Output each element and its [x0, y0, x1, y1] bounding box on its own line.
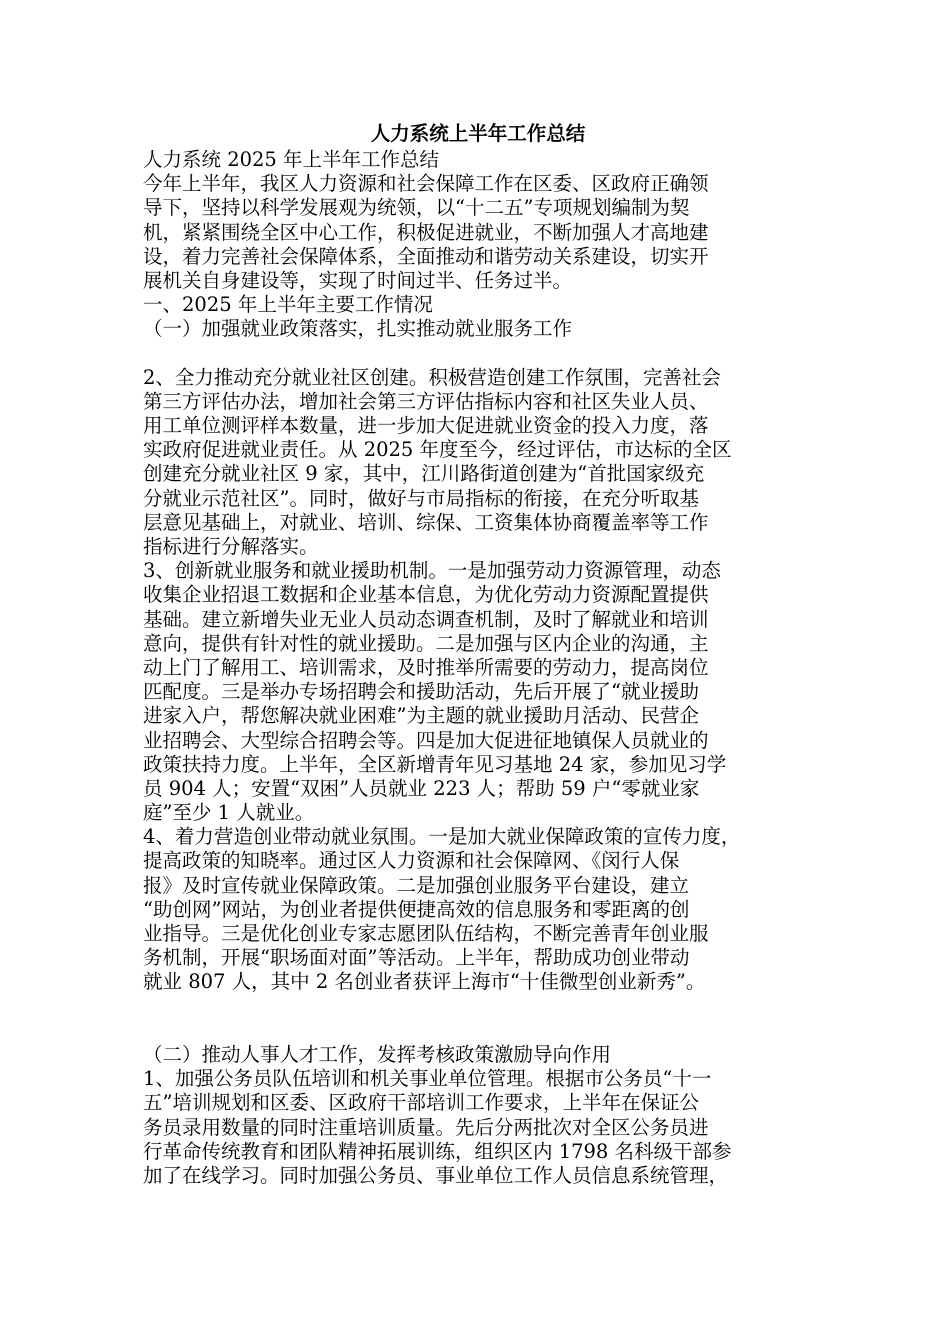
text-line: 展机关自身建设等，实现了时间过半、任务过半。 [143, 268, 573, 292]
text-line: 基础。建立新增失业无业人员动态调查机制，及时了解就业和培训 [143, 607, 709, 631]
text-line: （二）推动人事人才工作，发挥考核政策激励导向作用 [143, 1042, 612, 1066]
text-line: （一）加强就业政策落实，扎实推动就业服务工作 [143, 317, 573, 341]
document-page [143, 120, 813, 1188]
text-line: 政策扶持力度。上半年，全区新增青年见习基地 24 家，参加见习学 [143, 752, 727, 776]
text-line: 4、着力营造创业带动就业氛围。一是加大就业保障政策的宣传力度， [143, 825, 741, 849]
text-line: 3、创新就业服务和就业援助机制。一是加强劳动力资源管理，动态 [143, 559, 721, 583]
text-line: 加了在线学习。同时加强公务员、事业单位工作人员信息系统管理， [143, 1163, 729, 1187]
text-line: 一、2025 年上半年主要工作情况 [143, 293, 433, 317]
text-line: 行革命传统教育和团队精神拓展训练，组织区内 1798 名科级干部参 [143, 1139, 732, 1163]
text-line: 业指导。三是优化创业专家志愿团队伍结构，不断完善青年创业服 [143, 922, 709, 945]
text-line: 动上门了解用工、培训需求，及时推举所需要的劳动力，提高岗位 [143, 655, 709, 679]
text-line: 务员录用数量的同时注重培训质量。先后分两批次对全区公务员进 [143, 1115, 709, 1139]
text-line: 匹配度。三是举办专场招聘会和援助活动，先后开展了“就业援助 [143, 680, 699, 704]
text-line: 今年上半年，我区人力资源和社会保障工作在区委、区政府正确领 [143, 172, 709, 196]
text-line: 意向，提供有针对性的就业援助。二是加强与区内企业的沟通，主 [143, 631, 709, 655]
blank-line [143, 1019, 813, 1043]
document-body [143, 148, 813, 1188]
text-line: 员 904 人；安置“双困”人员就业 223 人；帮助 59 户“零就业家 [143, 776, 700, 800]
text-line: 进家入户，帮您解决就业困难”为主题的就业援助月活动、民营企 [143, 704, 699, 728]
text-line: 就业 807 人，其中 2 名创业者获评上海市“十佳微型创业新秀”。 [143, 970, 706, 994]
text-line: 业招聘会、大型综合招聘会等。四是加大促进征地镇保人员就业的 [143, 728, 709, 752]
text-line: 导下，坚持以科学发展观为统领，以“十二五”专项规划编制为契 [143, 196, 690, 220]
text-line: 创建充分就业社区 9 家，其中，江川路街道创建为“首批国家级充 [143, 462, 705, 486]
text-line: 务机制，开展“职场面对面”等活动。上半年，帮助成功创业带动 [143, 946, 690, 970]
text-line: 机，紧紧围绕全区中心工作，积极促进就业，不断加强人才高地建 [143, 220, 709, 244]
blank-line [143, 995, 813, 1019]
text-line: 实政府促进就业责任。从 2025 年度至今，经过评估，市达标的全区 [143, 438, 732, 462]
text-line: “助创网”网站，为创业者提供便捷高效的信息服务和零距离的创 [143, 897, 690, 921]
document-title: 人力系统上半年工作总结 [370, 122, 586, 145]
text-line: 设，着力完善社会保障体系，全面推动和谐劳动关系建设，切实开 [143, 244, 709, 268]
text-line: 层意见基础上，对就业、培训、综保、工资集体协商覆盖率等工作 [143, 510, 709, 534]
text-line: 2、全力推动充分就业社区创建。积极营造创建工作氛围，完善社会 [143, 365, 721, 389]
text-line: 用工单位测评样本数量，进一步加大促进就业资金的投入力度，落 [143, 414, 709, 438]
text-line: 五”培训规划和区委、区政府干部培训工作要求，上半年在保证公 [143, 1091, 699, 1115]
blank-line [143, 342, 813, 366]
text-line: 第三方评估办法，增加社会第三方评估指标内容和社区失业人员、 [143, 389, 709, 413]
text-line: 人力系统 2025 年上半年工作总结 [143, 148, 440, 171]
text-line: 收集企业招退工数据和企业基本信息，为优化劳动力资源配置提供 [143, 583, 709, 607]
text-line: 提高政策的知晓率。通过区人力资源和社会保障网、《闵行人保 [143, 849, 680, 873]
text-line: 报》及时宣传就业保障政策。二是加强创业服务平台建设，建立 [143, 873, 690, 897]
text-line: 1、加强公务员队伍培训和机关事业单位管理。根据市公务员“十一 [143, 1067, 712, 1091]
text-line: 庭”至少 1 人就业。 [143, 801, 315, 825]
text-line: 分就业示范社区”。同时，做好与市局指标的衔接，在充分听取基 [143, 486, 699, 510]
text-line: 指标进行分解落实。 [143, 535, 319, 558]
